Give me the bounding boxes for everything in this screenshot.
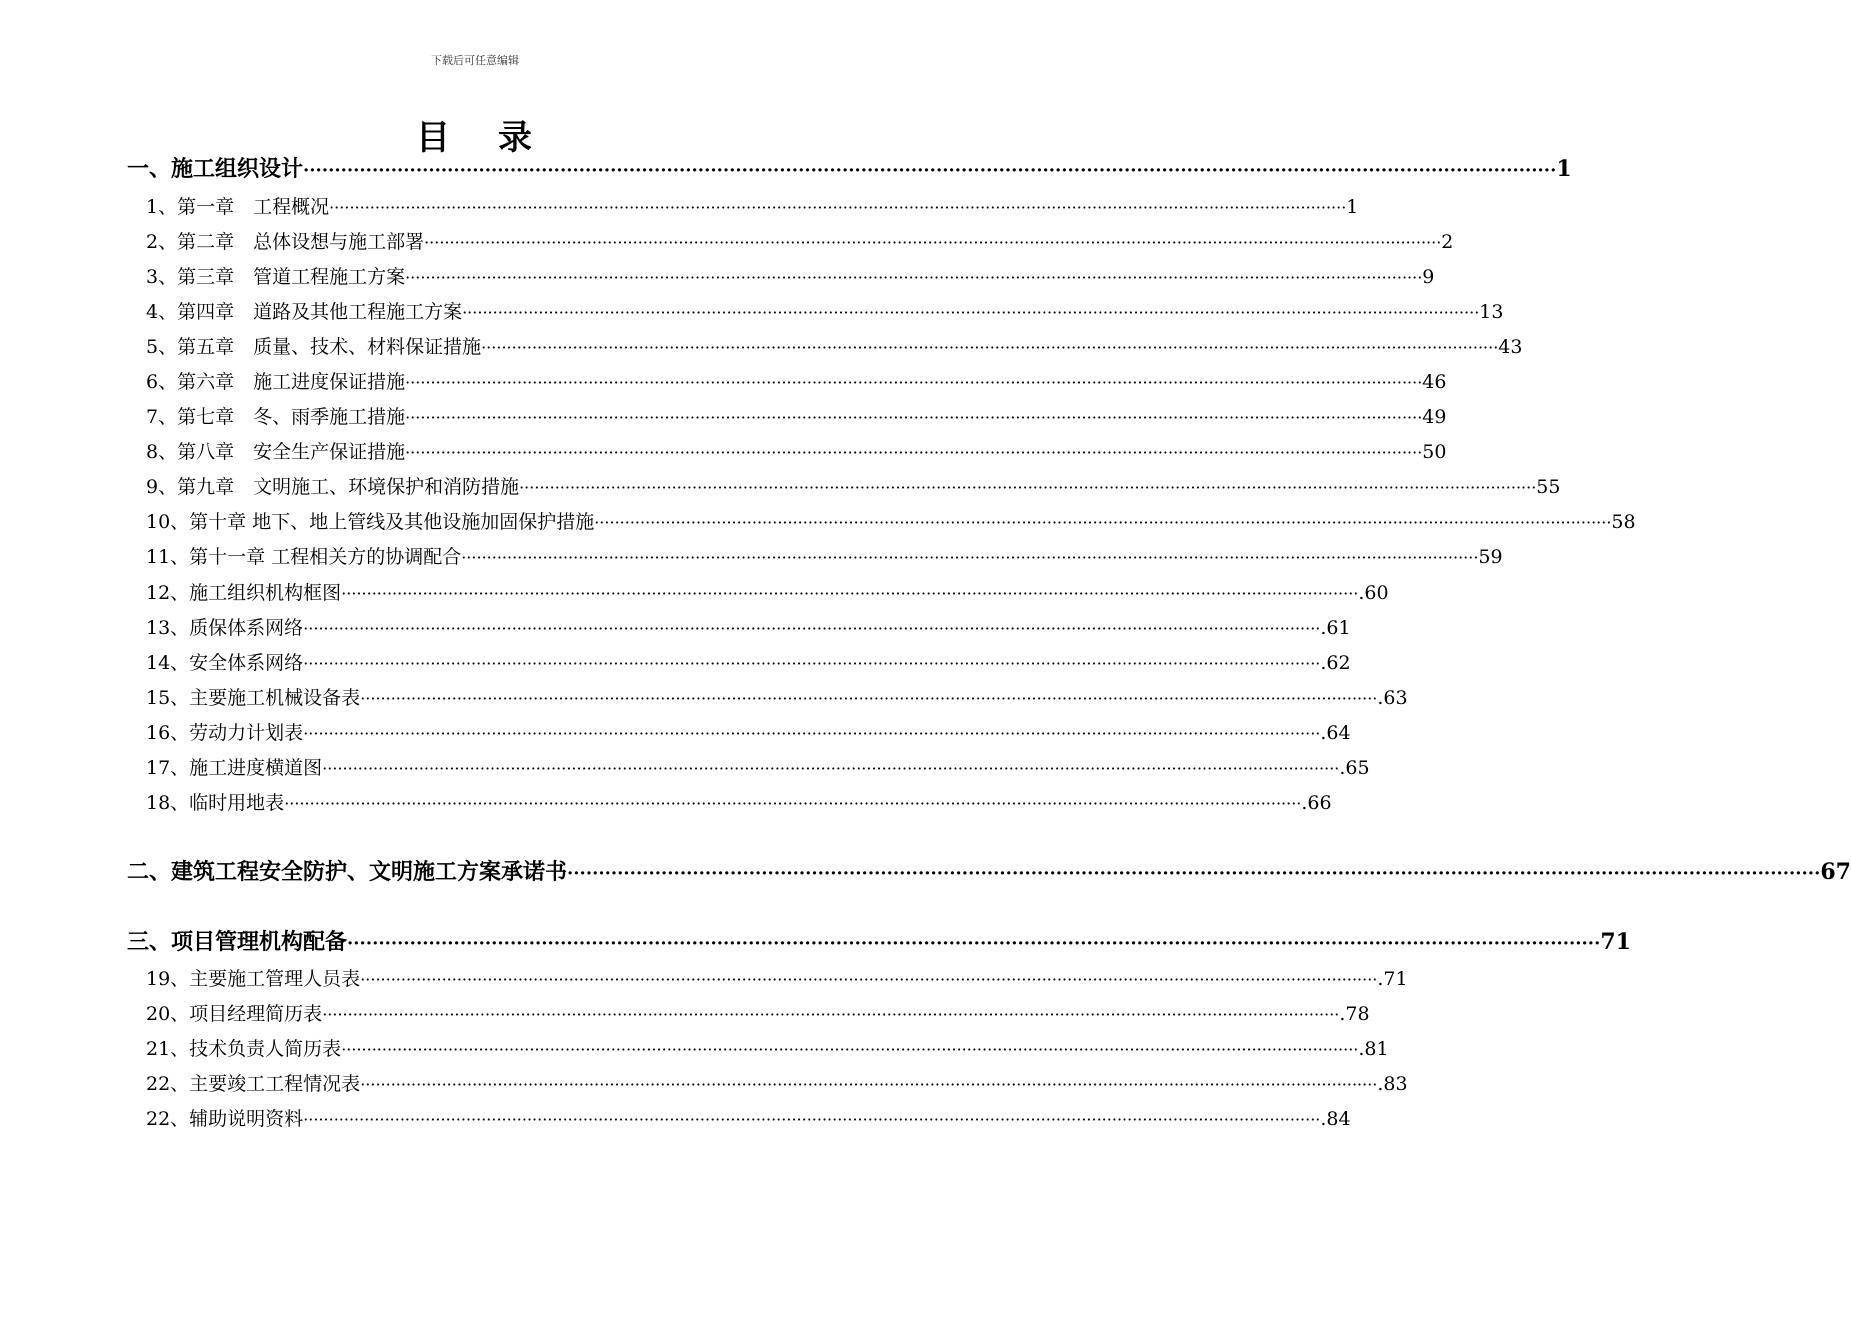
toc-item-label: 5、第五章 质量、技术、材料保证措施 (146, 336, 482, 358)
toc-item-label: 16、劳动力计划表 (146, 722, 304, 744)
toc-item[interactable] (146, 192, 1359, 219)
dot-leader: ········································································································································································································ (303, 654, 1321, 673)
toc-item[interactable] (146, 542, 1503, 569)
toc-item-label: 19、主要施工管理人员表 (146, 968, 361, 990)
toc-item[interactable] (146, 753, 1370, 780)
dot-leader: ········································································································································································································ (322, 759, 1340, 778)
toc-item[interactable] (146, 227, 1454, 254)
toc-page-number: 67 (1820, 859, 1851, 885)
dot-leader: ········································································································································································································ (341, 584, 1359, 603)
toc-item-label: 3、第三章 管道工程施工方案 (146, 266, 406, 288)
toc-page-number: 13 (1479, 301, 1504, 323)
dot-leader: ········································································································································································································ (519, 478, 1537, 497)
toc-page-number: 71 (1600, 929, 1631, 955)
dot-leader: ········································································································································································································ (284, 794, 1302, 813)
toc-item[interactable] (146, 999, 1370, 1026)
toc-item[interactable] (146, 437, 1447, 464)
toc-item-label: 6、第六章 施工进度保证措施 (146, 371, 406, 393)
toc-page-number: 2 (1441, 231, 1454, 253)
title-char-1: 目 (416, 118, 452, 158)
toc-page-number: 1 (1346, 196, 1359, 218)
toc-item-label: 14、安全体系网络 (146, 652, 304, 674)
toc-item[interactable] (146, 964, 1408, 991)
toc-page-number: 46 (1422, 371, 1447, 393)
toc-item[interactable] (146, 367, 1447, 394)
toc-page-number: 55 (1536, 476, 1561, 498)
dot-leader: ········································································································································································································ (303, 619, 1321, 638)
dot-leader: ········································································································································································································ (360, 1075, 1378, 1094)
toc-item[interactable] (146, 718, 1351, 745)
toc-item[interactable] (146, 613, 1351, 640)
toc-item[interactable] (146, 683, 1408, 710)
toc-item-label: 11、第十一章 工程相关方的协调配合 (146, 546, 462, 568)
toc-section-label: 二、建筑工程安全防护、文明施工方案承诺书 (127, 859, 568, 885)
toc-page-number: 49 (1422, 406, 1447, 428)
toc-page-number: 9 (1422, 266, 1435, 288)
dot-leader: ········································································································································································································ (360, 970, 1378, 989)
dot-leader: ········································································································································································································ (322, 1005, 1340, 1024)
dot-leader: ········································································································································································································ (405, 268, 1423, 287)
toc-page-number: 50 (1422, 441, 1447, 463)
dot-leader: ········································································································································································································ (405, 408, 1423, 427)
toc-item[interactable] (146, 472, 1561, 499)
dot-leader: ········································································································································································································ (360, 689, 1378, 708)
toc-page-number: .62 (1320, 652, 1351, 674)
toc-item-label: 12、施工组织机构框图 (146, 582, 342, 604)
dot-leader: ········································································································································································································ (347, 933, 1601, 954)
toc-page-number: .66 (1301, 792, 1332, 814)
toc-item-label: 13、质保体系网络 (146, 617, 304, 639)
toc-item[interactable] (146, 332, 1523, 359)
toc-page-number: 58 (1611, 511, 1636, 533)
toc-page-number: 59 (1478, 546, 1503, 568)
toc-item-label: 15、主要施工机械设备表 (146, 687, 361, 709)
toc-section[interactable] (127, 152, 1572, 183)
dot-leader: ········································································································································································································ (462, 303, 1480, 322)
toc-item-label: 1、第一章 工程概况 (146, 196, 330, 218)
toc-item[interactable] (146, 648, 1351, 675)
toc-item-label: 4、第四章 道路及其他工程施工方案 (146, 301, 463, 323)
dot-leader: ········································································································································································································ (424, 233, 1442, 252)
toc-page-number: .65 (1339, 757, 1370, 779)
toc-item[interactable] (146, 1069, 1408, 1096)
toc-item-label: 18、临时用地表 (146, 792, 285, 814)
dot-leader: ········································································································································································································ (594, 513, 1612, 532)
title-char-2: 录 (498, 118, 534, 158)
toc-item[interactable] (146, 788, 1332, 815)
toc-item-label: 17、施工进度横道图 (146, 757, 323, 779)
toc-page-number: .63 (1377, 687, 1408, 709)
toc-page-number: .71 (1377, 968, 1408, 990)
dot-leader: ········································································································································································································ (303, 160, 1557, 181)
toc-section[interactable] (127, 925, 1631, 956)
toc-section-label: 三、项目管理机构配备 (127, 929, 348, 955)
dot-leader: ········································································································································································································ (567, 863, 1821, 884)
toc-page-number: 1 (1556, 156, 1572, 182)
toc-item[interactable] (146, 1034, 1389, 1061)
toc-page-number: .84 (1320, 1108, 1351, 1130)
toc-page-number: .60 (1358, 582, 1389, 604)
toc-item[interactable] (146, 507, 1636, 534)
toc-item-label: 22、辅助说明资料 (146, 1108, 304, 1130)
toc-item[interactable] (146, 578, 1389, 605)
toc-item-label: 7、第七章 冬、雨季施工措施 (146, 406, 406, 428)
toc-page-number: .83 (1377, 1073, 1408, 1095)
toc-item-label: 8、第八章 安全生产保证措施 (146, 441, 406, 463)
dot-leader: ········································································································································································································ (481, 338, 1499, 357)
toc-item-label: 9、第九章 文明施工、环境保护和消防措施 (146, 476, 520, 498)
toc-item-label: 20、项目经理简历表 (146, 1003, 323, 1025)
toc-item[interactable] (146, 1104, 1351, 1131)
toc-item-label: 2、第二章 总体设想与施工部署 (146, 231, 425, 253)
dot-leader: ········································································································································································································ (303, 1110, 1321, 1129)
toc-item-label: 21、技术负责人简历表 (146, 1038, 342, 1060)
toc-item[interactable] (146, 297, 1504, 324)
page-header: 下载后可任意编辑 (431, 54, 519, 67)
toc-page-number: .81 (1358, 1038, 1389, 1060)
dot-leader: ········································································································································································································ (405, 373, 1423, 392)
dot-leader: ········································································································································································································ (461, 548, 1479, 567)
toc-item-label: 10、第十章 地下、地上管线及其他设施加固保护措施 (146, 511, 595, 533)
dot-leader: ········································································································································································································ (303, 724, 1321, 743)
toc-item[interactable] (146, 262, 1435, 289)
toc-section[interactable] (127, 855, 1851, 886)
toc-section-label: 一、施工组织设计 (127, 156, 304, 182)
toc-page-number: .61 (1320, 617, 1351, 639)
toc-page-number: 43 (1498, 336, 1523, 358)
dot-leader: ········································································································································································································ (329, 198, 1347, 217)
toc-item-label: 22、主要竣工工程情况表 (146, 1073, 361, 1095)
toc-page-number: .64 (1320, 722, 1351, 744)
toc-page-number: .78 (1339, 1003, 1370, 1025)
dot-leader: ········································································································································································································ (405, 443, 1423, 462)
toc-item[interactable] (146, 402, 1447, 429)
dot-leader: ········································································································································································································ (341, 1040, 1359, 1059)
